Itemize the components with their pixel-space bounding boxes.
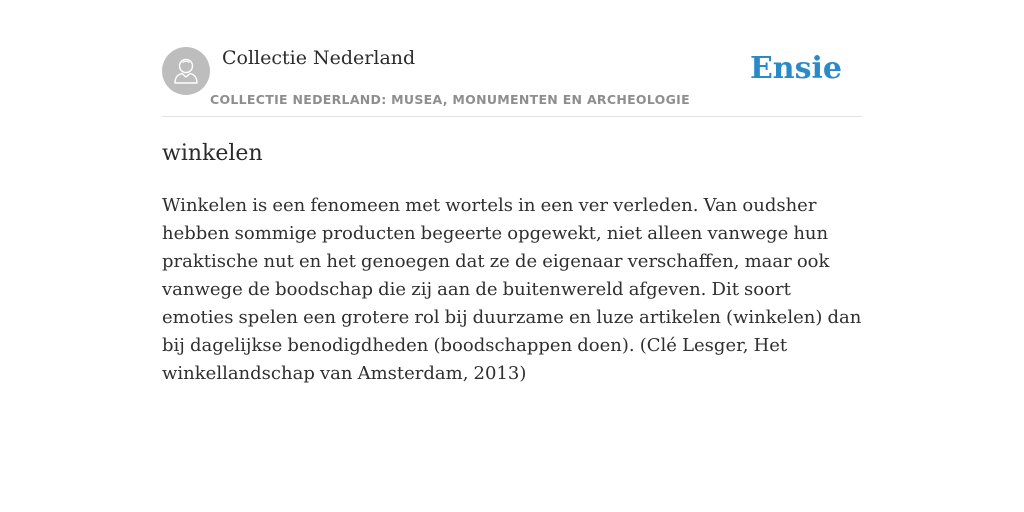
card-header <box>162 0 862 117</box>
ensie-logo[interactable]: Ensie <box>749 51 842 86</box>
author-subtitle[interactable]: COLLECTIE NEDERLAND: MUSEA, MONUMENTEN EN ARCHEOLOGIE <box>210 92 690 107</box>
user-placeholder-icon <box>162 47 210 95</box>
entry-text: Winkelen is een fenomeen met wortels in een ver verleden. Van oudsher hebben sommige producten begeerte opgewekt, niet alleen vanwege hun praktische nut en het genoegen dat ze de eigenaar verschaffen, maar ook vanwege de boodschap die zij aan de buitenwereld afgeven. Dit soort emoties spelen een grotere rol bij duurzame en luze artikelen (winkelen) dan bij dagelijkse benodigdheden (boodschappen doen). (Clé Lesger, Het winkellandschap van Amsterdam, 2013) <box>162 195 862 384</box>
definition-card <box>162 0 862 384</box>
author-name[interactable]: Collectie Nederland <box>222 47 416 69</box>
avatar[interactable] <box>162 47 210 95</box>
entry-title: winkelen <box>162 141 263 166</box>
